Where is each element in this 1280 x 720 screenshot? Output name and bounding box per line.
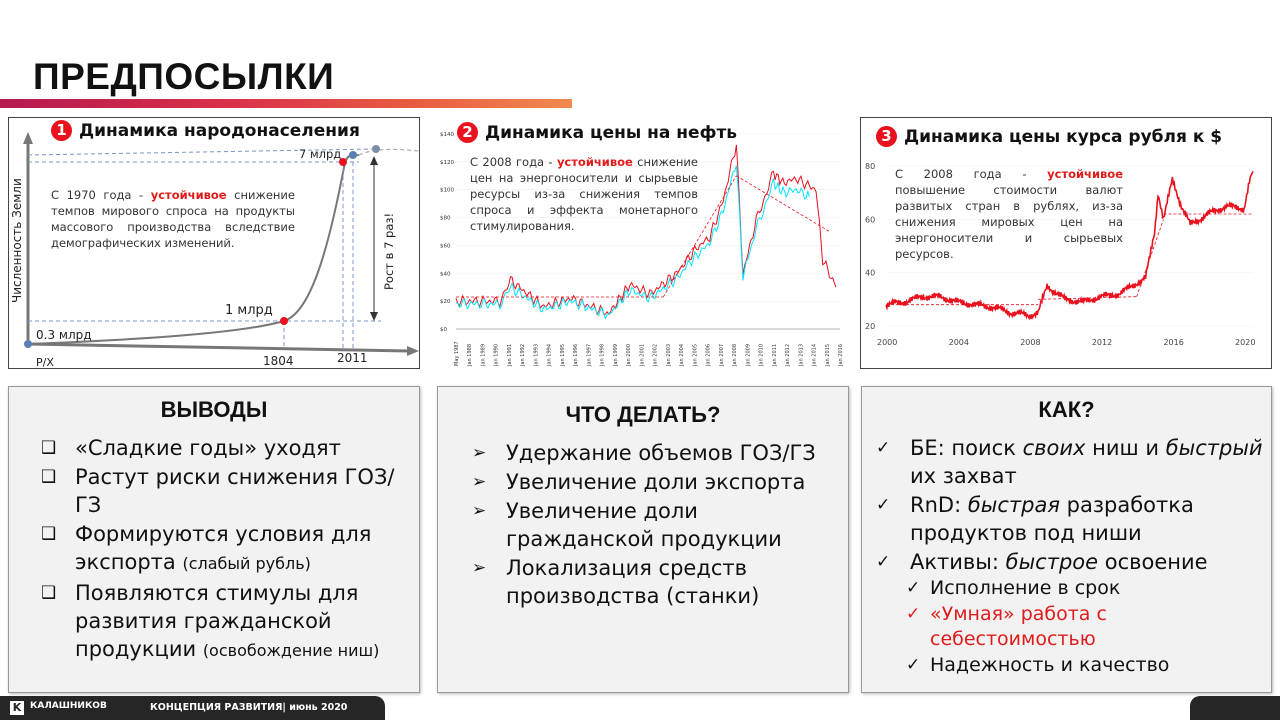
- x-label-1804: 1804: [263, 354, 294, 368]
- x-tick-label: Jan 2014: [811, 343, 818, 366]
- note-bold: устойчивое: [1047, 167, 1123, 181]
- population-chart-panel: [8, 117, 420, 369]
- brand-name: КАЛАШНИКОВ: [30, 701, 107, 711]
- x-tick-label: Jan 2001: [639, 343, 646, 366]
- item-emph: своих: [1022, 436, 1086, 460]
- checkmark-icon: ✓: [906, 578, 921, 598]
- ruble-title: [876, 126, 1222, 147]
- item-text: Надежность и качество: [930, 654, 1170, 676]
- y-tick-label: $120: [440, 159, 454, 166]
- what-to-do-title: ЧТО ДЕЛАТЬ?: [565, 402, 721, 427]
- number-badge: 2: [457, 122, 478, 143]
- y-tick-label: 20: [865, 322, 876, 331]
- what-to-do-list: [470, 439, 840, 611]
- item-text: RnD:: [910, 493, 968, 517]
- oil-chart-panel: [436, 117, 848, 369]
- oil-title-text: Динамика цены на нефть: [485, 123, 738, 143]
- growth-label: Рост в 7 раз!: [382, 212, 396, 290]
- trend-line-down: [736, 176, 829, 232]
- x-tick-label: 2016: [1163, 338, 1184, 347]
- x-tick-label: May 1987: [454, 341, 460, 366]
- x-label-2011: 2011: [337, 351, 368, 365]
- footer-bar: [0, 696, 385, 720]
- note-post: снижение темпов мирового спроса на продукты массового производства вследствие демографических изменений.: [51, 188, 295, 250]
- x-tick-label: Jan 2016: [838, 343, 844, 366]
- note-bold: устойчивое: [556, 155, 633, 169]
- y-axis-arrow: [23, 132, 33, 144]
- x-tick-label: 2012: [1091, 338, 1113, 347]
- x-tick-label: Jan 1993: [533, 343, 540, 366]
- how-sublist: [874, 576, 1264, 679]
- x-tick-label: Jan 1997: [586, 343, 593, 366]
- list-item: [470, 497, 840, 553]
- footer-corner: [1190, 696, 1280, 720]
- footer-text: КОНЦЕПЦИЯ РАЗВИТИЯ| июнь 2020: [150, 702, 348, 713]
- x-tick-label: Jan 1992: [520, 343, 527, 366]
- point-2011-b: [349, 151, 357, 159]
- note-bold: устойчивое: [150, 188, 227, 202]
- checkbox-icon: ❑: [41, 467, 57, 487]
- y-tick-label: $0: [440, 327, 447, 333]
- point-1804: [280, 317, 288, 325]
- x-tick-label: Jan 2005: [692, 343, 699, 366]
- ruble-title-text: Динамика цены курса рубля к $: [904, 127, 1223, 147]
- x-tick-label: Jan 1988: [467, 343, 474, 366]
- x-tick-label: 2020: [1235, 338, 1256, 347]
- conclusions-title: ВЫВОДЫ: [160, 397, 268, 422]
- item-emph: быстрая: [967, 493, 1060, 517]
- item-text: Растут риски снижения ГОЗ/ГЗ: [75, 465, 395, 517]
- y-tick-label: 60: [865, 215, 876, 225]
- item-text: «Умная» работа с себестоимостью: [930, 603, 1107, 650]
- item-text: их захват: [910, 464, 1017, 488]
- list-item: [470, 554, 840, 610]
- checkmark-icon: ✓: [906, 655, 921, 675]
- item-text: Активы:: [910, 550, 1006, 574]
- item-text: освоение: [1098, 550, 1208, 574]
- what-to-do-card: [437, 386, 849, 693]
- x-tick-label: Jan 2003: [665, 343, 672, 366]
- growth-arrow-bottom: [370, 312, 378, 321]
- footer-logo: [10, 701, 107, 715]
- list-item: [470, 468, 840, 496]
- x-tick-label: Jan 2007: [718, 343, 725, 366]
- checkbox-icon: ❑: [41, 583, 57, 603]
- item-text: Формируются условия для экспорта: [75, 522, 372, 574]
- conclusions-list: [39, 434, 409, 666]
- y-tick-label: $20: [440, 299, 451, 306]
- number-badge: 1: [51, 120, 72, 141]
- x-tick-label: Jan 2012: [785, 343, 792, 366]
- title-underline: [0, 99, 572, 108]
- x-tick-label: Jan 1991: [506, 343, 513, 366]
- checkmark-icon: ✓: [906, 604, 921, 624]
- item-text: БЕ: поиск: [910, 436, 1023, 460]
- growth-arrow-top: [370, 156, 378, 165]
- item-text: Появляются стимулы для развития гражданской продукции: [75, 581, 359, 661]
- item-note: (слабый рубль): [182, 554, 311, 573]
- y-axis-label: Численность Земли: [10, 178, 24, 303]
- list-item: [39, 520, 409, 578]
- list-item: [39, 434, 409, 462]
- population-note: [51, 187, 295, 251]
- y-tick-label: 40: [865, 268, 876, 278]
- x-tick-label: Jan 1995: [559, 343, 566, 366]
- ruble-note: [895, 166, 1123, 262]
- sub-list-item: [904, 653, 1264, 678]
- checkmark-icon: ✓: [876, 552, 891, 572]
- oil-note: [470, 154, 698, 234]
- sub-list-item: [904, 602, 1264, 652]
- item-text: «Сладкие годы» уходят: [75, 436, 341, 460]
- item-text: Исполнение в срок: [930, 577, 1121, 599]
- sub-list-item: [904, 576, 1264, 601]
- arrow-bullet-icon: ➢: [472, 501, 487, 521]
- item-text: Локализация средств производства (станки): [506, 556, 760, 608]
- label-1: 1 млрд: [225, 303, 273, 318]
- number-badge: 3: [876, 126, 897, 147]
- x-tick-label: Jan 2013: [798, 343, 805, 366]
- item-text: разработка продуктов под ниши: [910, 493, 1194, 545]
- checkmark-icon: ✓: [876, 438, 891, 458]
- brand-logo-icon: K: [10, 701, 24, 715]
- item-note: (освобождение ниш): [202, 641, 380, 660]
- item-text: Удержание объемов ГОЗ/ГЗ: [506, 441, 816, 465]
- note-post: снижение цен на энергоносители и сырьевые ресурсы из-за снижения темпов спроса и эффекта монетарного стимулирования.: [470, 155, 698, 233]
- note-pre: С 2008 года -: [470, 155, 557, 169]
- x-tick-label: Jan 2015: [824, 343, 831, 366]
- projection-curve: [359, 149, 419, 155]
- x-tick-label: Jan 2000: [626, 343, 633, 366]
- x-tick-label: Jan 1990: [493, 343, 500, 366]
- x-tick-label: Jan 1989: [480, 343, 487, 366]
- point-start: [24, 340, 32, 348]
- y-tick-label: $60: [440, 243, 451, 250]
- list-item: [874, 434, 1264, 490]
- population-title-text: Динамика народонаселения: [79, 121, 360, 141]
- y-tick-label: $80: [440, 215, 451, 222]
- x-tick-label: 2000: [877, 338, 898, 347]
- x-tick-label: Jan 1994: [546, 343, 553, 366]
- label-0-3: 0.3 млрд: [36, 328, 92, 342]
- arrow-bullet-icon: ➢: [472, 558, 487, 578]
- y-tick-label: $40: [440, 271, 451, 278]
- item-text: Увеличение доли гражданской продукции: [506, 499, 782, 551]
- item-emph: быстрый: [1165, 436, 1263, 460]
- checkmark-icon: ✓: [876, 495, 891, 515]
- trend-line-up: [1137, 219, 1164, 296]
- note-pre: С 2008 года -: [895, 167, 1048, 181]
- how-title: КАК?: [1038, 397, 1095, 422]
- x-tick-label: Jan 2002: [652, 343, 659, 366]
- how-card: [861, 386, 1272, 693]
- x-tick-label: Jan 2004: [679, 343, 686, 366]
- y-tick-label: 80: [865, 162, 876, 171]
- x-tick-label: Jan 2008: [732, 343, 739, 366]
- how-list: [874, 434, 1264, 577]
- list-item: [39, 579, 409, 665]
- checkbox-icon: ❑: [41, 524, 57, 544]
- x-tick-label: Jan 2009: [745, 343, 752, 366]
- item-text: ниш и: [1085, 436, 1166, 460]
- x-tick-label: Jan 1998: [599, 343, 606, 366]
- x-tick-label: 2008: [1020, 338, 1041, 347]
- x-axis-arrow: [407, 346, 419, 356]
- list-item: [39, 463, 409, 519]
- label-7: 7 млрд: [299, 147, 342, 161]
- list-item: [874, 491, 1264, 547]
- population-title: [51, 120, 360, 141]
- x-label-start: Р/Х: [36, 356, 54, 368]
- y-tick-label: $140: [440, 132, 454, 138]
- list-item: [470, 439, 840, 467]
- x-tick-label: 2004: [948, 338, 969, 347]
- x-tick-label: Jan 2010: [758, 343, 765, 366]
- x-axis: [28, 344, 409, 351]
- list-item: [874, 548, 1264, 576]
- x-tick-label: Jan 1999: [612, 343, 619, 366]
- checkbox-icon: ❑: [41, 438, 57, 458]
- x-tick-label: Jan 2011: [771, 343, 778, 366]
- arrow-bullet-icon: ➢: [472, 472, 487, 492]
- item-emph: быстрое: [1005, 550, 1099, 574]
- x-tick-label: Jan 1996: [573, 343, 580, 366]
- point-projection: [372, 145, 380, 153]
- note-pre: С 1970 года -: [51, 188, 151, 202]
- arrow-bullet-icon: ➢: [472, 443, 487, 463]
- ruble-chart-panel: [860, 117, 1272, 369]
- x-tick-label: Jan 2006: [705, 343, 712, 366]
- item-text: Увеличение доли экспорта: [506, 470, 806, 494]
- note-post: повышение стоимости валют развитых стран в рублях, из-за снижения мировых цен на энергоносители и сырьевых ресурсов.: [895, 183, 1123, 261]
- y-tick-label: $100: [440, 187, 454, 194]
- conclusions-card: [8, 386, 420, 693]
- oil-title: [457, 122, 737, 143]
- page-title: ПРЕДПОСЫЛКИ: [33, 56, 335, 97]
